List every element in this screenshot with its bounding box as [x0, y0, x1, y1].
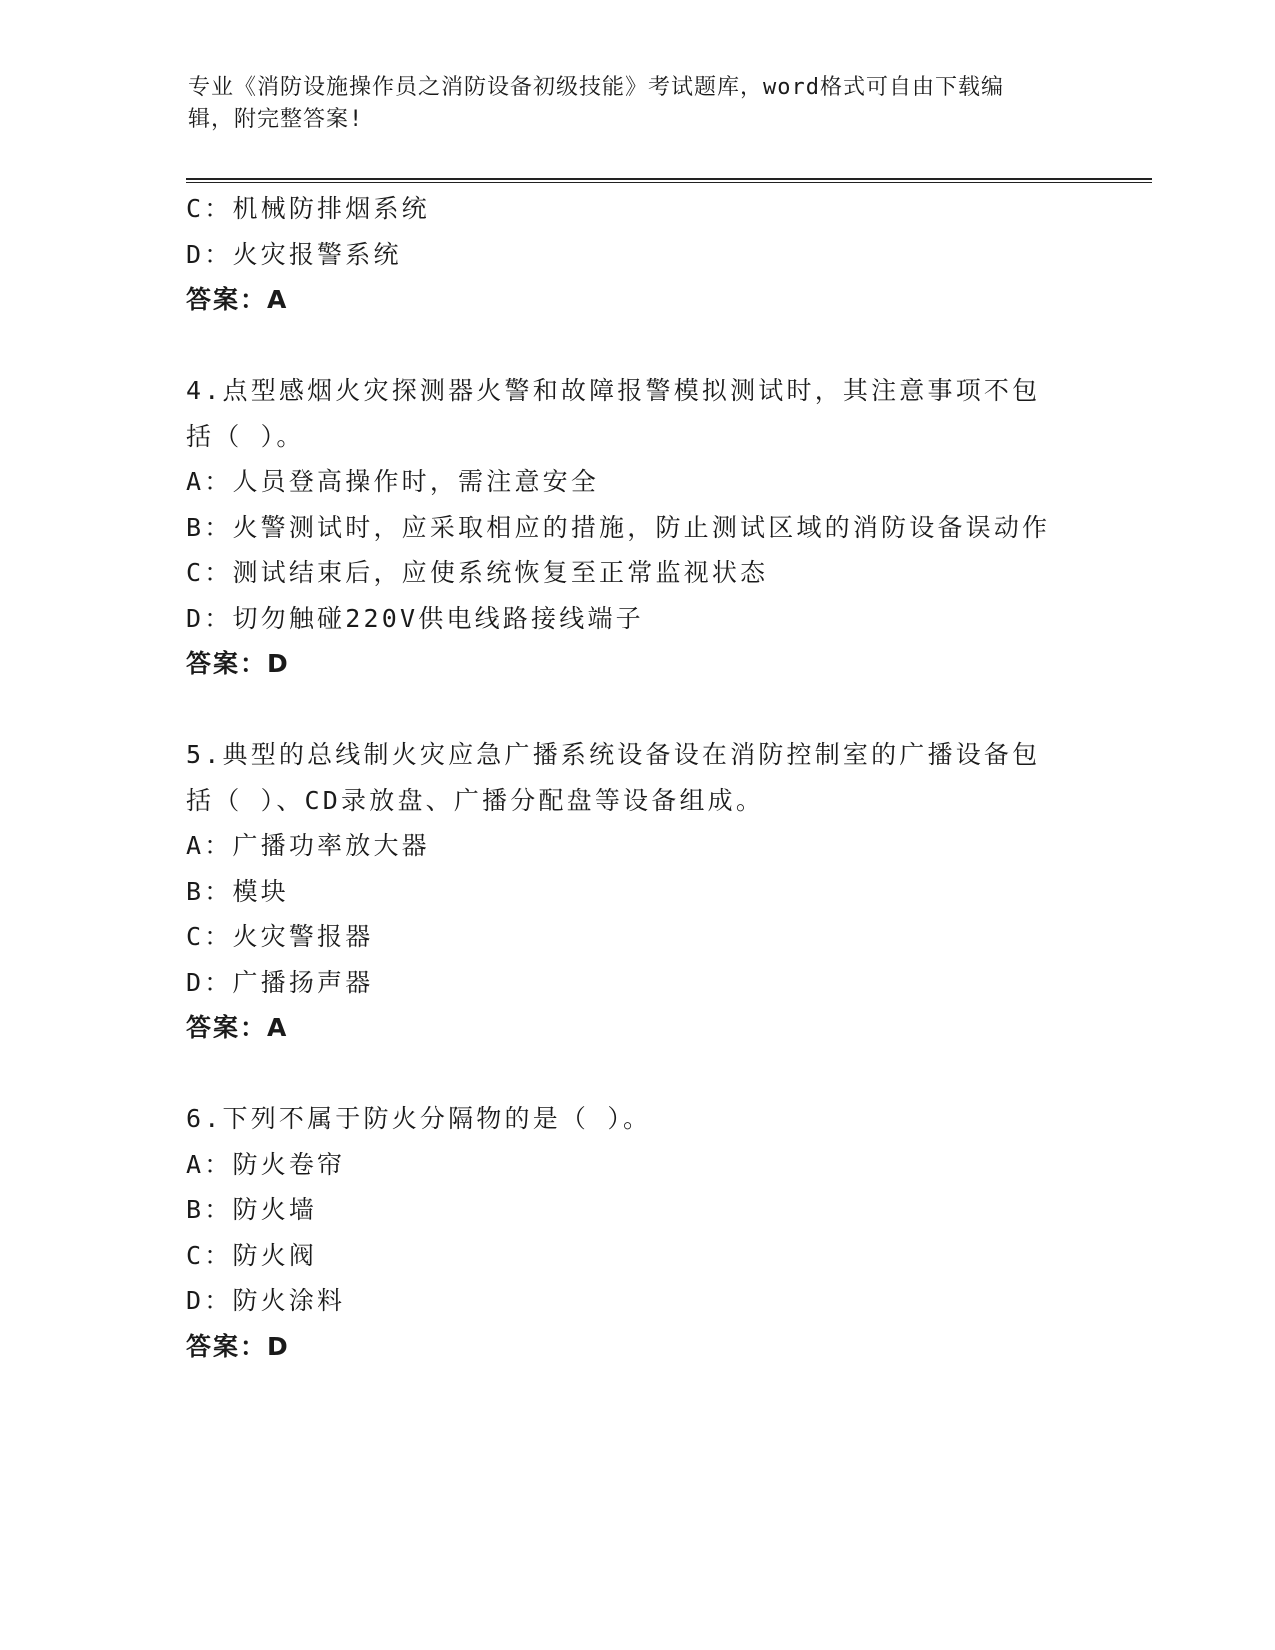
- option-c: C：机械防排烟系统: [186, 194, 430, 223]
- option-a: A：防火卷帘: [186, 1149, 346, 1179]
- option-c: C：防火阀: [186, 1240, 318, 1270]
- option-b: B：火警测试时，应采取相应的措施，防止测试区域的消防设备误动作: [186, 512, 1051, 542]
- option-c: C：火灾警报器: [186, 922, 374, 951]
- header-rule-thin: [186, 182, 1152, 183]
- question-6: [186, 1096, 1086, 1369]
- header-line-1: 专业《消防设施操作员之消防设备初级技能》考试题库，word格式可自由下载编: [188, 75, 1004, 100]
- spacer: [186, 687, 1086, 733]
- answer: 答案：D: [186, 1331, 290, 1361]
- option-a: A：广播功率放大器: [186, 831, 430, 860]
- page-header: [188, 72, 1088, 136]
- answer: 答案：A: [186, 285, 289, 314]
- spacer: [186, 1051, 1086, 1097]
- question-stem: 6.下列不属于防火分隔物的是（ ）。: [186, 1104, 652, 1133]
- question-4: [186, 368, 1086, 687]
- question-stem-cont: 括（ ）。: [186, 421, 305, 451]
- option-d: D：广播扬声器: [186, 967, 374, 997]
- answer: 答案：A: [186, 1013, 289, 1042]
- question-stem: 4.点型感烟火灾探测器火警和故障报警模拟测试时，其注意事项不包: [186, 376, 1041, 405]
- option-c: C：测试结束后，应使系统恢复至正常监视状态: [186, 558, 769, 587]
- question-3-tail: [186, 186, 1086, 323]
- spacer: [186, 323, 1086, 369]
- option-b: B：模块: [186, 876, 289, 906]
- header-rule-thick: [186, 178, 1152, 180]
- option-a: A：人员登高操作时，需注意安全: [186, 467, 600, 496]
- option-d: D：防火涂料: [186, 1286, 346, 1315]
- question-5: [186, 732, 1086, 1051]
- option-d: D：切勿触碰220V供电线路接线端子: [186, 603, 644, 633]
- question-stem: 5.典型的总线制火灾应急广播系统设备设在消防控制室的广播设备包: [186, 740, 1041, 769]
- option-d: D：火灾报警系统: [186, 239, 402, 269]
- answer: 答案：D: [186, 649, 290, 678]
- header-line-2: 辑，附完整答案!: [188, 107, 364, 132]
- option-b: B：防火墙: [186, 1195, 318, 1224]
- document-body: [186, 186, 1086, 1369]
- question-stem-cont: 括（ ）、CD录放盘、广播分配盘等设备组成。: [186, 785, 765, 815]
